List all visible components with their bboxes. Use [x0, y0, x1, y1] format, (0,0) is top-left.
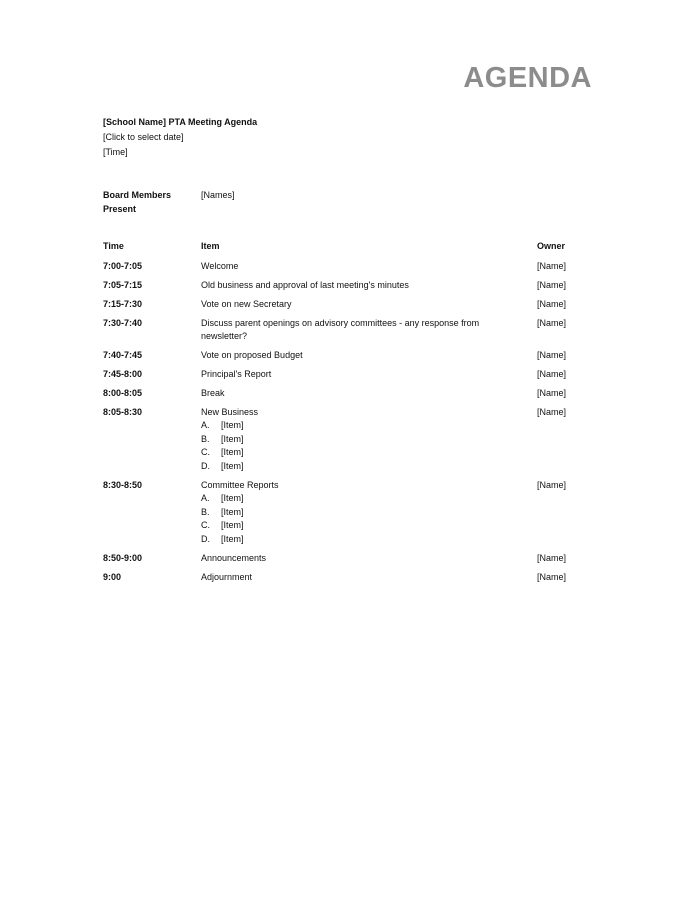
row-time: 7:00-7:05: [103, 261, 143, 271]
meeting-header: [103, 115, 257, 160]
sub-item-text[interactable]: [Item]: [221, 460, 244, 471]
agenda-header-row: [103, 240, 583, 260]
sub-item: [201, 419, 526, 433]
board-members-names[interactable]: [Names]: [201, 190, 235, 200]
agenda-rows: [103, 260, 583, 584]
sub-item: [201, 533, 526, 547]
sub-item-letter: B.: [201, 433, 210, 444]
sub-item-letter: A.: [201, 493, 210, 503]
row-owner[interactable]: [Name]: [537, 318, 567, 328]
row-item-cell: [201, 317, 526, 343]
row-time: 7:15-7:30: [103, 299, 143, 309]
row-item: Committee Reports: [201, 480, 279, 490]
sub-item-text[interactable]: [Item]: [221, 447, 244, 457]
table-row: [103, 571, 583, 584]
row-time: 9:00: [103, 572, 122, 582]
agenda-table: [103, 240, 583, 590]
table-row: [103, 387, 583, 400]
sub-item: [201, 519, 526, 533]
sub-item: [201, 460, 526, 474]
row-item: Break: [201, 388, 225, 398]
row-item-cell: [201, 479, 526, 546]
table-row: [103, 552, 583, 565]
row-time: 7:45-8:00: [103, 369, 143, 379]
row-owner[interactable]: [Name]: [537, 350, 567, 360]
table-row: [103, 368, 583, 381]
sub-item: [201, 446, 526, 460]
row-time: 8:30-8:50: [103, 480, 143, 490]
row-item-cell: [201, 368, 526, 381]
sub-item: [201, 492, 526, 506]
row-owner[interactable]: [Name]: [537, 369, 567, 379]
row-item: Vote on proposed Budget: [201, 350, 303, 360]
row-item: Adjournment: [201, 572, 253, 582]
row-time: 8:50-9:00: [103, 553, 143, 563]
table-row: [103, 406, 583, 473]
row-owner[interactable]: [Name]: [537, 553, 567, 563]
row-item: New Business: [201, 407, 259, 417]
row-owner[interactable]: [Name]: [537, 388, 567, 398]
item-column-header: Item: [201, 241, 220, 251]
sub-item-letter: B.: [201, 506, 210, 517]
table-row: [103, 298, 583, 311]
sub-item: [201, 506, 526, 520]
row-owner[interactable]: [Name]: [537, 299, 567, 309]
row-owner[interactable]: [Name]: [537, 280, 567, 290]
table-row: [103, 317, 583, 343]
row-item-cell: [201, 260, 526, 273]
sub-item-letter: C.: [201, 520, 210, 530]
sub-item-letter: A.: [201, 420, 210, 430]
sub-item-text[interactable]: [Item]: [221, 420, 244, 430]
sub-item: [201, 433, 526, 447]
sub-item-letter: D.: [201, 460, 210, 471]
sub-item-text[interactable]: [Item]: [221, 520, 244, 530]
date-field[interactable]: [Click to select date]: [103, 132, 184, 142]
row-item: Old business and approval of last meeting's minutes: [201, 280, 409, 290]
sub-item-text[interactable]: [Item]: [221, 506, 244, 517]
sub-item-letter: C.: [201, 447, 210, 457]
row-item-cell: [201, 349, 526, 362]
time-field[interactable]: [Time]: [103, 147, 128, 157]
table-row: [103, 279, 583, 292]
row-item: Principal's Report: [201, 369, 272, 379]
row-owner[interactable]: [Name]: [537, 480, 567, 490]
sub-item-text[interactable]: [Item]: [221, 433, 244, 444]
sub-item-list: [201, 492, 526, 546]
owner-column-header: Owner: [537, 241, 566, 251]
row-item-cell: [201, 279, 526, 292]
table-row: [103, 349, 583, 362]
row-owner[interactable]: [Name]: [537, 572, 567, 582]
row-owner[interactable]: [Name]: [537, 407, 567, 417]
board-members-label: Board Members Present: [103, 190, 172, 214]
sub-item-list: [201, 419, 526, 473]
row-item-cell: [201, 571, 526, 584]
row-time: 7:05-7:15: [103, 280, 143, 290]
row-item: Announcements: [201, 553, 267, 563]
row-time: 7:40-7:45: [103, 350, 143, 360]
row-item-cell: [201, 387, 526, 400]
row-item: Welcome: [201, 261, 239, 271]
row-time: 7:30-7:40: [103, 318, 143, 328]
row-owner[interactable]: [Name]: [537, 261, 567, 271]
time-column-header: Time: [103, 241, 124, 251]
row-item: Vote on new Secretary: [201, 299, 292, 309]
page-title: AGENDA: [463, 62, 592, 94]
row-item: Discuss parent openings on advisory committees - any response from newsletter?: [201, 318, 480, 341]
meeting-title: [School Name] PTA Meeting Agenda: [103, 117, 258, 127]
row-item-cell: [201, 298, 526, 311]
sub-item-text[interactable]: [Item]: [221, 533, 244, 544]
row-item-cell: [201, 552, 526, 565]
table-row: [103, 479, 583, 546]
sub-item-letter: D.: [201, 533, 210, 544]
row-time: 8:00-8:05: [103, 388, 143, 398]
row-time: 8:05-8:30: [103, 407, 143, 417]
sub-item-text[interactable]: [Item]: [221, 493, 244, 503]
table-row: [103, 260, 583, 273]
row-item-cell: [201, 406, 526, 473]
